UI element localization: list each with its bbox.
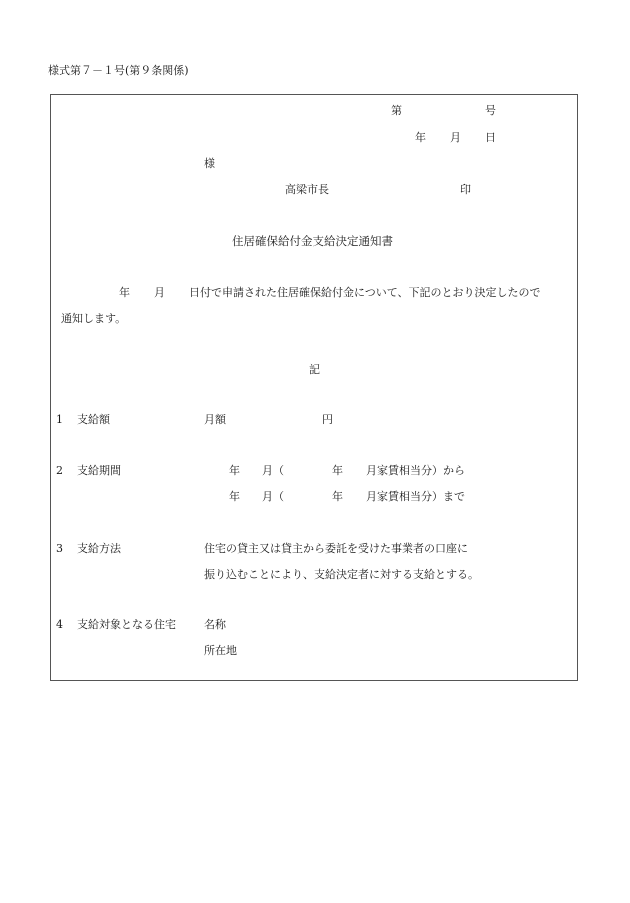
item-2-number: 2: [56, 464, 63, 477]
recipient-suffix: 様: [204, 157, 215, 170]
date-month: 月: [450, 131, 461, 144]
item-3-line-1: 住宅の貸主又は貸主から委託を受けた事業者の口座に: [204, 542, 468, 555]
item-1-number: 1: [56, 413, 63, 426]
item-1-monthly-label: 月額: [204, 413, 226, 426]
item-3-number: 3: [56, 542, 63, 555]
period-from-year: 年: [229, 464, 240, 477]
item-4-field-address: 所在地: [204, 644, 237, 657]
seal-mark: 印: [460, 183, 471, 196]
period-to-year: 年: [229, 490, 240, 503]
document-title: 住居確保給付金支給決定通知書: [232, 234, 393, 248]
period-from-tail: 月家賃相当分）から: [366, 464, 465, 477]
item-2-label: 支給期間: [77, 464, 121, 477]
period-from-month: 月（: [262, 464, 284, 477]
item-4-label: 支給対象となる住宅: [77, 618, 176, 631]
issuer: 高梁市長: [285, 183, 329, 196]
body-year: 年: [119, 286, 130, 299]
number-prefix: 第: [391, 104, 402, 117]
period-to-year2: 年: [332, 490, 343, 503]
body-line1: 日付で申請された住居確保給付金について、下記のとおり決定したので: [189, 286, 541, 299]
date-day: 日: [485, 131, 496, 144]
item-3-line-2: 振り込むことにより、支給決定者に対する支給とする。: [204, 568, 479, 581]
period-to-month: 月（: [262, 490, 284, 503]
item-4-number: 4: [56, 618, 63, 631]
body-line2: 通知します。: [61, 312, 127, 325]
item-3-label: 支給方法: [77, 542, 121, 555]
item-1-label: 支給額: [77, 413, 110, 426]
form-label: 様式第７－１号(第９条関係): [48, 64, 189, 77]
item-4-field-name: 名称: [204, 618, 226, 631]
number-suffix: 号: [485, 104, 496, 117]
item-1-yen: 円: [322, 413, 333, 426]
period-to-tail: 月家賃相当分）まで: [366, 490, 465, 503]
ki-heading: 記: [309, 363, 320, 376]
date-year: 年: [415, 131, 426, 144]
period-from-year2: 年: [332, 464, 343, 477]
body-month: 月: [154, 286, 165, 299]
